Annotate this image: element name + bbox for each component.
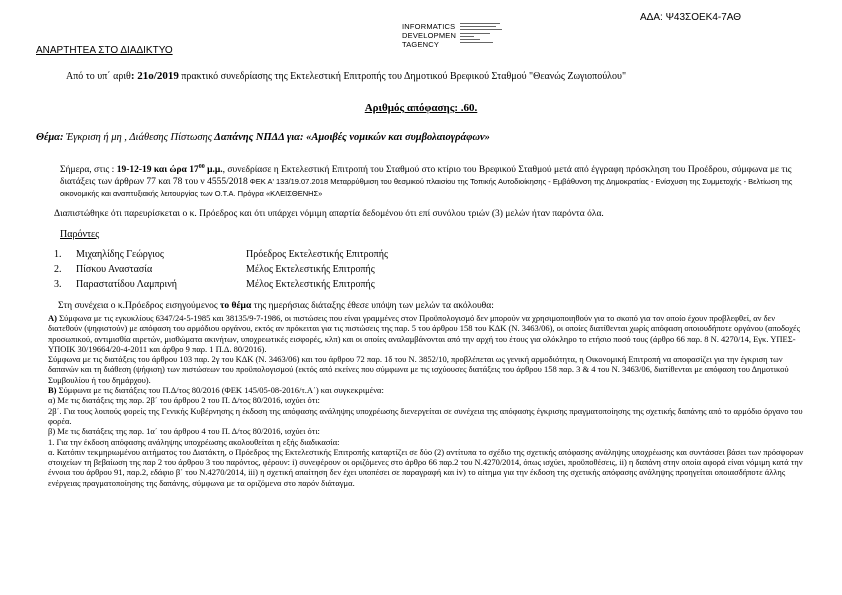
paragraph-a: Α) Σύμφωνα με τις εγκυκλίους 6347/24-5-1985 και 38135/9-7-1986, οι πιστώσεις που είναι γραμμένες στον Προϋπολογισμό δεν μπορούν να χρησιμοποιηθούν για το σκοπό για τον οποίο έχουν προβλεφθεί, αν δεν διατεθούν (ψηφιστούν) με απόφαση του αρμόδιου οργάνου, εκτός αν πρόκειται για τις πιστώσεις της παρ. 5 του άρθρου 158 του ΚΔΚ (Ν. 3463/06), οι οποίες διατίθενται χωρίς απόφαση οποιουδήποτε οργάνου (αποδοχές προσωπικού, αντιμισθία αιρετών, μισθώματα ακινήτων, υποχρεωτικές εισφορές, κλπ) και οι οποίες αναλαμβάνονται από την αρχή του έτους για ολόκληρο το ετήσιο ποσό τους (άρθρο 66 παρ. 8 Ν. 4270/14, Εγκ. ΥΠΕΣ-ΥΠΟΙΚ 30/19664/20-4-2011 και άρθρο 9 παρ. 1 Π.Δ. 80/2016).: [48, 313, 800, 354]
paragraph-b-alpha-text: 2β΄. Για τους λοιπούς φορείς της Γενικής Κυβέρνησης η έκδοση της απόφασης ανάληψης υποχρέωσης διενεργείται σε συνέχεια της απόφασης έγκρισης πραγματοποίησης της σχετικής δαπάνης από το αρμόδιο όργανο του φορέα.: [48, 405, 803, 426]
member-row: 2. Πίσκου Αναστασία Μέλος Εκτελεστικής Επιτροπής: [54, 264, 375, 275]
paragraph-b-beta: β) Με τις διατάξεις της παρ. 1α΄ του άρθρου 4 του Π. Δ/τος 80/2016, ισχύει ότι:: [48, 426, 320, 437]
decision-subject: Θέμα: Έγκριση ή μη , Διάθεσης Πίστωσης Δαπάνης ΝΠΔΔ για: «Αμοιβές νομικών και συμβολαιογράφων»: [36, 132, 490, 143]
paragraph-b-beta-a: α. Κατόπιν τεκμηριωμένου αιτήματος του Διατάκτη, ο Πρόεδρος της Εκτελεστικής Επιτροπής καταρτίζει σε δύο (2) αντίτυπα το σχέδιο της σχετικής απόφασης ανάληψης υποχρέωσης και συντάσσει βάσει των πρόσφορων στοιχείων τη βεβαίωση της παρ 2 του άρθρου 3 του παρόντος, φέρουν: i) συνεφέρουν οι οριζόμενες στο άρθρο 66 παρ.2 του Ν.4270/2014, όπως ισχύει, προϋποθέσεις, ii) η δαπάνη στην οποία αφορά είναι νόμιμη κατά την έννοια του άρθρου 91, παρ.2, εδάφιο β΄ του Ν.4270/2014, iii) η σχετική απαίτηση δεν έχει υποπέσει σε παραγραφή και iv) το αίτημα για την έκδοση της σχετικής απόφασης ανάληψης προηγείται οποιασδήποτε άλλης ενέργειας πραγματοποίησης της δαπάνης, σύμφωνα με τα οριζόμενα στο παρόν διάταγμα.: [48, 446, 804, 488]
meeting-paragraph: Σήμερα, στις : 19-12-19 και ώρα $17^{00}$ μ.μ., συνεδρίασε η Εκτελεστική Επιτροπή του Σταθμού στο κτίριο του Βρεφικού Σταθμού μετά από έγγραφη πρόσκληση του Προέδρου, σύμφωνα με τις διατάξεις των άρθρων 77 και 78 του ν 4555/2018 ΦΕΚ Α' 133/19.07.2018 Μεταρρύθμιση του θεσμικού πλαισίου της Τοπικής Αυτοδιοίκησης - Εμβάθυνση της Δημοκρατίας - Ενίσχυση της Συμμετοχής - Βελτίωση της οικονομικής και αναπτυξιακής λειτουργίας των Ο.Τ.Α. Πρόγρα «ΚΛΕΙΣΘΕΝΗΣ»: [60, 164, 793, 199]
agency-logo: [402, 22, 502, 52]
paragraph-b-beta-1: 1. Για την έκδοση απόφασης ανάληψης υποχρέωσης ακολουθείται η εξής διαδικασία:: [48, 436, 340, 447]
decision-number: Αριθμός απόφασης: .60.: [364, 102, 478, 114]
paragraph-b: Β) Σύμφωνα με τις διατάξεις του Π.Δ/τος 80/2016 (ΦΕΚ 145/05-08-2016/τ.Α΄) και συγκεκριμένα:: [48, 385, 384, 396]
logo-fine-print: [460, 23, 502, 45]
intro-line: Στη συνέχεια ο κ.Πρόεδρος εισηγούμενος το θέμα της ημερήσιας διάταξης έθεσε υπόψη των μελών τα ακόλουθα:: [58, 301, 494, 311]
ada-code: ΑΔΑ: Ψ43ΣΟΕΚ4-7ΑΘ: [640, 12, 742, 23]
minutes-reference: Από το υπ΄ αριθ: 21ο/2019 πρακτικό συνεδρίασης της Εκτελεστική Επιτροπής του Δημοτικού Βρεφικού Σταθμού "Θεανώς Ζωγιοπούλου": [66, 70, 627, 82]
member-row: 3. Παραστατίδου Λαμπρινή Μέλος Εκτελεστικής Επιτροπής: [54, 279, 375, 290]
paragraph-b-alpha: α) Με τις διατάξεις της παρ. 2β΄ του άρθρου 2 του Π. Δ/τος 80/2016, ισχύει ότι:: [48, 395, 320, 406]
quorum-statement: Διαπιστώθηκε ότι παρευρίσκεται ο κ. Πρόεδρος και ότι υπάρχει νόμιμη απαρτία δεδομένου ότι επί συνόλου τριών (3) μελών ήταν παρόντα όλα.: [54, 209, 604, 219]
paragraph-a2: Σύμφωνα με τις διατάξεις του άρθρου 103 παρ. 2γ του ΚΔΚ (Ν. 3463/06) και του άρθρου 72 παρ. 1δ του Ν. 3852/10, προβλέπεται ως γενική αρμοδιότητα, η Οικονομική Επιτροπή να αποφασίζει για την έγκριση των δαπανών και τη διάθεση (ψήφιση) των πιστώσεων του προϋπολογισμού (εκτός από εκείνες που σύμφωνα με τις ισχύουσες διατάξεις του άρθρου 158 παρ. 3 & 4 του Ν. 3463/06, διατίθενται με απόφαση του Δημοτικού Συμβουλίου ή του δημάρχου).: [48, 354, 789, 385]
posting-notice: ΑΝΑΡΤΗΤΕΑ ΣΤΟ ΔΙΑΔΙΚΤΥΟ: [36, 45, 173, 56]
body-text: [36, 313, 806, 488]
member-row: 1. Μιχαηλίδης Γεώργιος Πρόεδρος Εκτελεστικής Επιτροπής: [54, 249, 388, 260]
present-heading: Παρόντες: [60, 229, 100, 240]
logo-text: INFORMATICS DEVELOPMEN TAGENCY: [402, 22, 457, 49]
